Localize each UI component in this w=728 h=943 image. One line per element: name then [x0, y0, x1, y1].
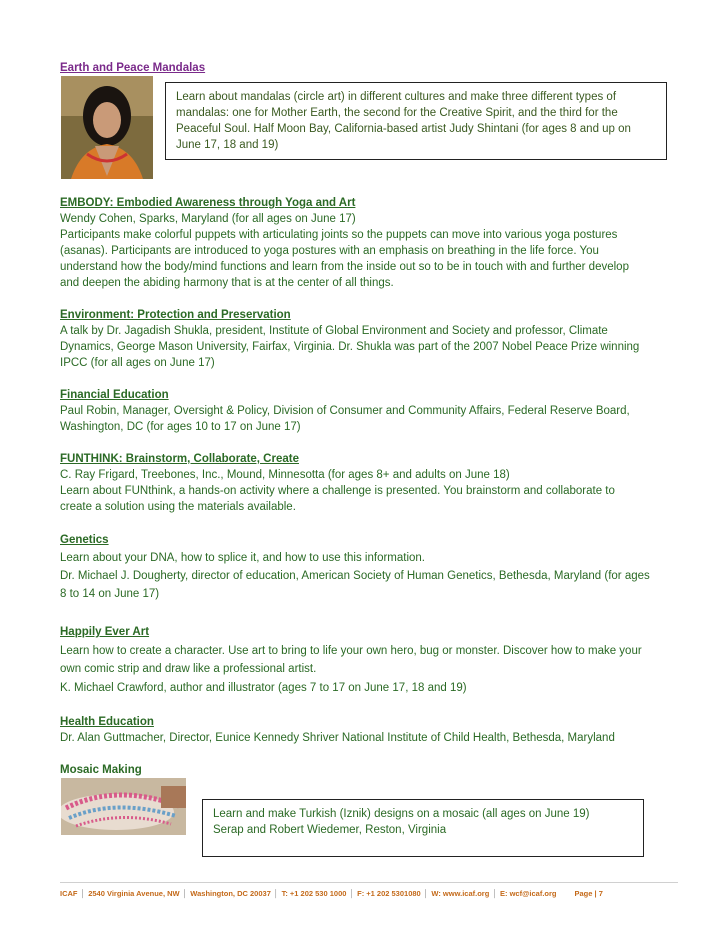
- financial-heading: Financial Education: [60, 389, 169, 401]
- happily-line: K. Michael Crawford, author and illustrator (ages 7 to 17 on June 17, 18 and 19): [60, 681, 467, 694]
- environment-section: [60, 307, 680, 371]
- footer-item: Washington, DC 20037: [190, 889, 271, 898]
- happily-section: [60, 623, 680, 697]
- embody-line: (asanas). Participants are introduced to yoga postures with an emphasis on breathing in the life force. You: [60, 245, 599, 257]
- funthink-line: Learn about FUNthink, a hands-on activity where a challenge is presented. You brainstorm and collaborate to: [60, 485, 615, 497]
- mandalas-heading: Earth and Peace Mandalas: [60, 62, 206, 74]
- footer-separator: │: [182, 889, 188, 898]
- health-line: Dr. Alan Guttmacher, Director, Eunice Kennedy Shriver National Institute of Child Health, Bethesda, Maryland: [60, 732, 615, 744]
- environment-line: A talk by Dr. Jagadish Shukla, president, Institute of Global Environment and Society and professor, Climate: [60, 325, 608, 337]
- genetics-heading: Genetics: [60, 534, 109, 546]
- mandalas-box-line: Learn about mandalas (circle art) in different cultures and make three different types of: [176, 91, 617, 103]
- embody-line: and deepen the abiding harmony that is at the center of all things.: [60, 277, 394, 289]
- page-number: Page | 7: [574, 889, 603, 898]
- mandalas-section: [60, 60, 680, 76]
- footer-item: 2540 Virginia Avenue, NW: [88, 889, 180, 898]
- embody-heading: EMBODY: Embodied Awareness through Yoga and Art: [60, 197, 356, 209]
- genetics-line: 8 to 14 on June 17): [60, 588, 160, 600]
- health-heading: Health Education: [60, 716, 154, 728]
- environment-line: Dynamics, George Mason University, Fairfax, Virginia. Dr. Shukla was part of the 2007 Nobel Peace Prize winning: [60, 341, 640, 353]
- funthink-section: [60, 451, 680, 515]
- environment-heading: Environment: Protection and Preservation: [60, 309, 291, 321]
- embody-line: understand how the body/mind functions and learn from the inside out so to be in touch with and further develop: [60, 261, 629, 273]
- mosaic-heading: Mosaic Making: [60, 764, 142, 776]
- footer-separator: │: [80, 889, 86, 898]
- mosaic-description-box: [202, 799, 644, 857]
- footer-item: T: +1 202 530 1000: [281, 889, 347, 898]
- embody-line: Participants make colorful puppets with articulating joints so the puppets can move into various yoga postures: [60, 229, 618, 241]
- embody-section: [60, 195, 680, 291]
- mandalas-box-line: Peaceful Soul. Half Moon Bay, California-based artist Judy Shintani (for ages 8 and up on: [176, 123, 631, 135]
- footer-separator: │: [492, 889, 497, 898]
- financial-line: Paul Robin, Manager, Oversight & Policy, Division of Consumer and Community Affairs, Federal Reserve Board,: [60, 405, 630, 417]
- footer-item: E: wcf@icaf.org: [500, 889, 557, 898]
- page-footer: [60, 882, 678, 898]
- mosaic-box-line: Learn and make Turkish (Iznik) designs on a mosaic (all ages on June 19): [213, 808, 590, 820]
- artist-photo: [61, 76, 153, 179]
- environment-line: IPCC (for all ages on June 17): [60, 357, 215, 369]
- funthink-heading: FUNTHINK: Brainstorm, Collaborate, Create: [60, 453, 299, 465]
- health-section: [60, 714, 680, 746]
- funthink-line: C. Ray Frigard, Treebones, Inc., Mound, Minnesotta (for ages 8+ and adults on June 18): [60, 469, 510, 481]
- footer-separator: │: [273, 889, 279, 898]
- mandalas-box-line: June 17, 18 and 19): [176, 139, 279, 151]
- genetics-line: Dr. Michael J. Dougherty, director of education, American Society of Human Genetics, Bethesda, Maryland (for ages: [60, 570, 650, 582]
- footer-item: F: +1 202 5301080: [357, 889, 421, 898]
- mandalas-description-box: [165, 82, 667, 160]
- footer-separator: │: [423, 889, 429, 898]
- happily-line: Learn how to create a character. Use art to bring to life your own hero, bug or monster. Discover how to make your: [60, 644, 642, 657]
- footer-item: ICAF: [60, 889, 78, 898]
- mandalas-box-line: mandalas: one for Mother Earth, the second for the Creative Spirit, and the third for the: [176, 107, 618, 119]
- footer-item: W: www.icaf.org: [431, 889, 490, 898]
- mosaic-section: [60, 762, 680, 778]
- genetics-line: Learn about your DNA, how to splice it, and how to use this information.: [60, 552, 426, 564]
- funthink-line: create a solution using the materials available.: [60, 501, 296, 513]
- mosaic-box-line: Serap and Robert Wiedemer, Reston, Virginia: [213, 824, 447, 836]
- happily-line: own comic strip and draw like a professional artist.: [60, 663, 317, 675]
- financial-section: [60, 387, 680, 435]
- embody-line: Wendy Cohen, Sparks, Maryland (for all ages on June 17): [60, 213, 356, 225]
- financial-line: Washington, DC (for ages 10 to 17 on June 17): [60, 421, 301, 433]
- footer-separator: │: [349, 889, 355, 898]
- mosaic-photo: [61, 778, 186, 835]
- happily-heading: Happily Ever Art: [60, 626, 150, 638]
- genetics-section: [60, 531, 680, 603]
